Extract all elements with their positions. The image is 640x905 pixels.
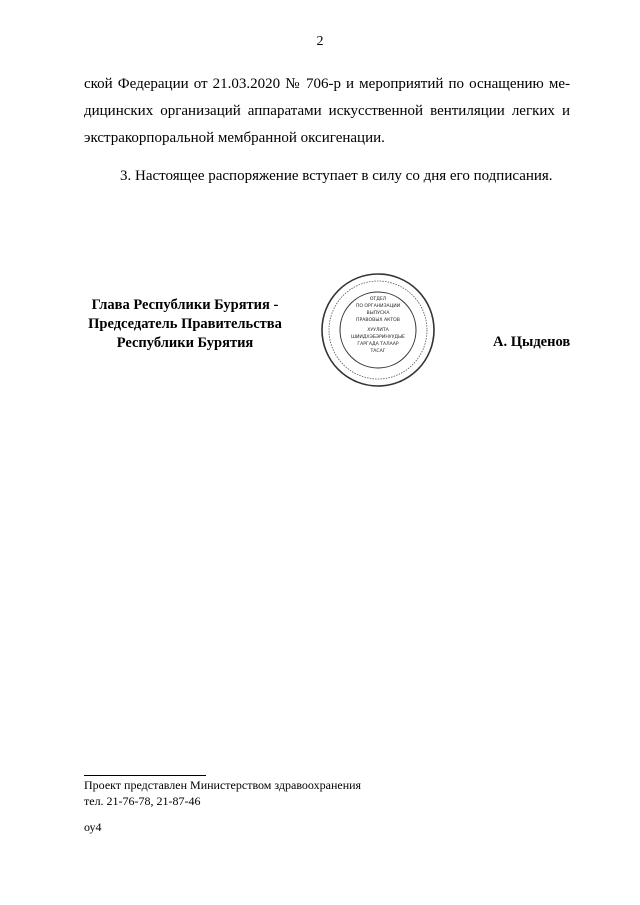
paragraph-1-line: ской Федерации от 21.03.2020 № 706-р и мероприятий по оснащению ме-	[84, 76, 570, 92]
paragraph-1-line: дицинских организаций аппаратами искусственной вентиляции легких и	[84, 103, 570, 119]
footnote-code: оу4	[84, 820, 102, 834]
seal-text-line: ГАРГАДА ТАЛААР	[357, 342, 399, 347]
signatory-title-line: Республики Бурятия	[116, 335, 254, 351]
seal-text-line: ОТДЕЛ	[369, 297, 387, 302]
footnote-submitted-by: Проект представлен Министерством здравоохранения	[84, 778, 362, 792]
seal-text-line: ВЫПУСКА	[366, 311, 390, 316]
page-number: 2	[316, 34, 324, 49]
seal-text-line: ШИИДХЭБЭРИНУУДЫЕ	[351, 335, 405, 340]
signatory-title	[70, 296, 300, 353]
official-seal	[318, 270, 438, 390]
seal-text-line: ХУУЛИТА	[367, 328, 389, 333]
signatory-title-line: Председатель Правительства	[88, 316, 282, 332]
signatory-name: А. Цыденов	[493, 334, 571, 350]
seal-text-line: ТАСАГ	[370, 349, 386, 354]
seal-text-line: ПО ОРГАНИЗАЦИИ	[355, 304, 401, 309]
paragraph-2: 3. Настоящее распоряжение вступает в силу со дня его подписания.	[120, 168, 553, 184]
paragraph-1-line: экстракорпоральной мембранной оксигенации.	[84, 130, 385, 146]
paragraph-1	[84, 71, 570, 152]
footnote-divider	[84, 775, 206, 776]
seal-text-line: ПРАВОВЫХ АКТОВ	[356, 318, 400, 323]
signatory-title-line: Глава Республики Бурятия -	[91, 297, 279, 313]
footnote-phone: тел. 21-76-78, 21-87-46	[84, 794, 201, 808]
